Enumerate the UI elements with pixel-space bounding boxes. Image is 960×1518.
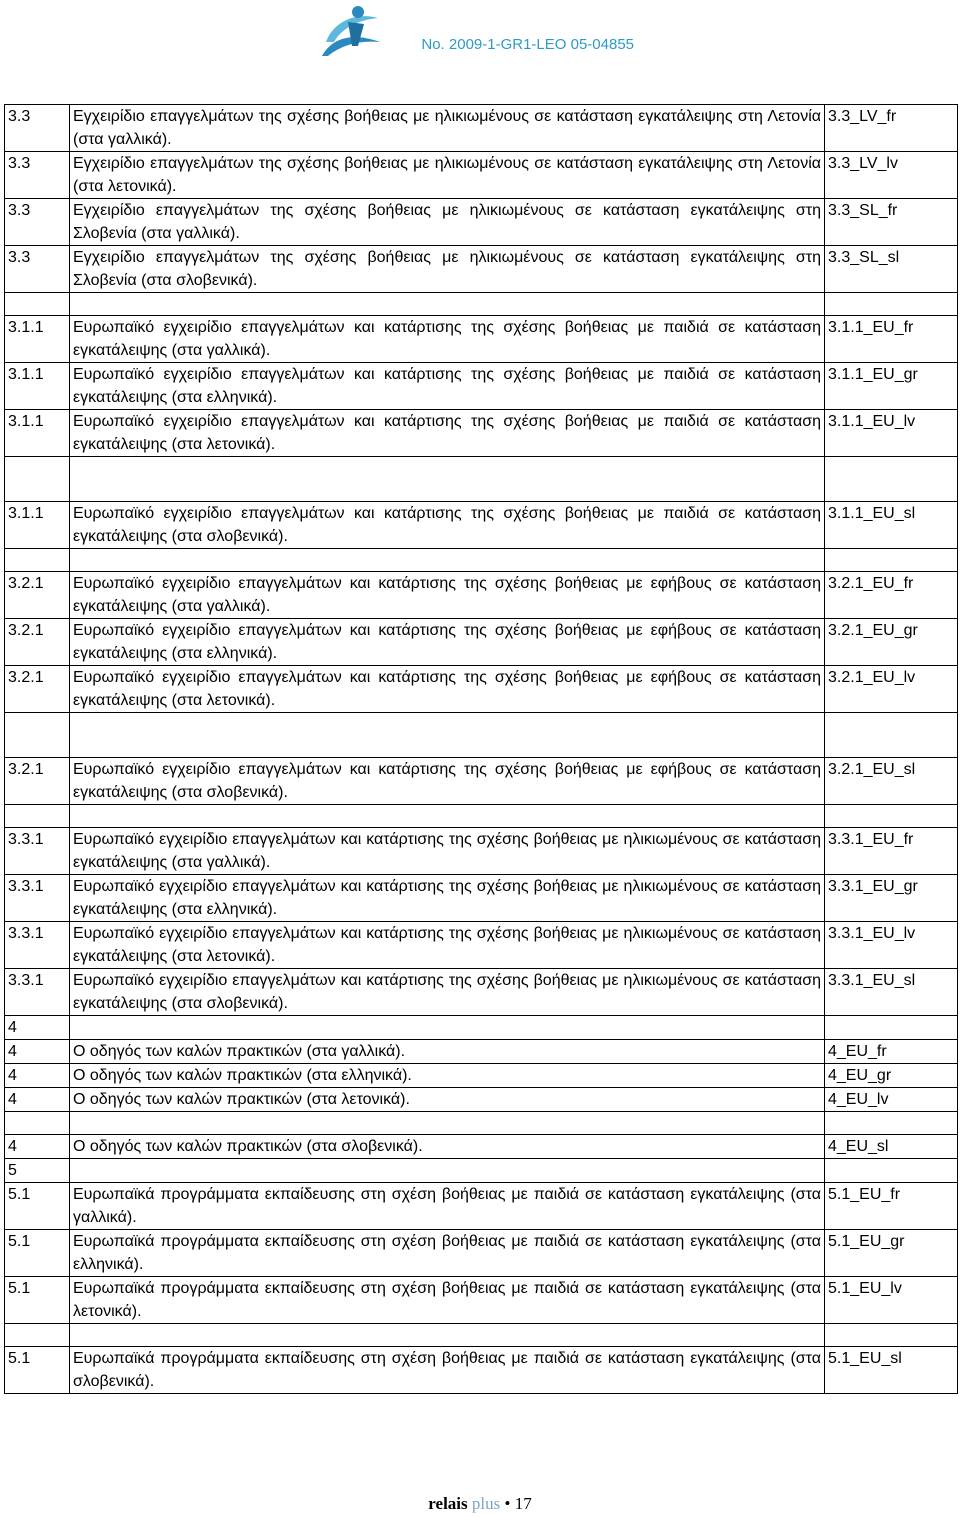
item-number: 3.3 <box>5 199 70 246</box>
item-code: 3.3_SL_fr <box>825 199 958 246</box>
table-row <box>5 246 958 293</box>
item-number: 5.1 <box>5 1183 70 1230</box>
table-row <box>5 1040 958 1064</box>
page-footer <box>0 1494 960 1514</box>
table-row <box>5 572 958 619</box>
item-number: 5.1 <box>5 1230 70 1277</box>
item-description: Εγχειρίδιο επαγγελμάτων της σχέσης βοήθειας με ηλικιωμένους σε κατάσταση εγκατάλειψης στη Λετονία (στα γαλλικά). <box>70 105 825 152</box>
item-description: Ευρωπαϊκά προγράμματα εκπαίδευσης στη σχέση βοήθειας με παιδιά σε κατάσταση εγκατάλειψης (στα γαλλικά). <box>70 1183 825 1230</box>
item-number: 3.2.1 <box>5 619 70 666</box>
item-description: Ευρωπαϊκό εγχειρίδιο επαγγελμάτων και κατάρτισης της σχέσης βοήθειας με εφήβους σε κατάσταση εγκατάλειψης (στα γαλλικά). <box>70 572 825 619</box>
item-number: 3.3.1 <box>5 828 70 875</box>
table-row <box>5 619 958 666</box>
item-number: 3.3.1 <box>5 875 70 922</box>
spacer-row <box>5 549 958 572</box>
spacer-row <box>5 293 958 316</box>
item-description: Ευρωπαϊκό εγχειρίδιο επαγγελμάτων και κατάρτισης της σχέσης βοήθειας με εφήβους σε κατάσταση εγκατάλειψης (στα σλοβενικά). <box>70 758 825 805</box>
table-row <box>5 410 958 457</box>
table-row <box>5 199 958 246</box>
item-code: 5.1_EU_sl <box>825 1347 958 1394</box>
item-number: 3.3 <box>5 246 70 293</box>
item-description: Ευρωπαϊκό εγχειρίδιο επαγγελμάτων και κατάρτισης της σχέσης βοήθειας με ηλικιωμένους σε κατάσταση εγκατάλειψης (στα γαλλικά). <box>70 828 825 875</box>
item-number: 3.3.1 <box>5 969 70 1016</box>
item-description: Ευρωπαϊκά προγράμματα εκπαίδευσης στη σχέση βοήθειας με παιδιά σε κατάσταση εγκατάλειψης (στα λετονικά). <box>70 1277 825 1324</box>
item-number: 3.3 <box>5 105 70 152</box>
spacer-row <box>5 805 958 828</box>
item-number: 3.1.1 <box>5 363 70 410</box>
item-number: 4 <box>5 1040 70 1064</box>
table-row <box>5 969 958 1016</box>
table-row <box>5 1135 958 1159</box>
item-code: 3.1.1_EU_gr <box>825 363 958 410</box>
item-code: 4_EU_sl <box>825 1135 958 1159</box>
item-code <box>825 1016 958 1040</box>
item-number: 5 <box>5 1159 70 1183</box>
item-number: 3.3.1 <box>5 922 70 969</box>
item-number: 3.2.1 <box>5 758 70 805</box>
item-code: 3.2.1_EU_gr <box>825 619 958 666</box>
page-number: 17 <box>514 1494 532 1513</box>
table-row <box>5 1088 958 1112</box>
table-row <box>5 105 958 152</box>
item-number: 3.1.1 <box>5 502 70 549</box>
table-row <box>5 1277 958 1324</box>
table-row <box>5 1159 958 1183</box>
item-code: 3.3.1_EU_lv <box>825 922 958 969</box>
item-code: 5.1_EU_fr <box>825 1183 958 1230</box>
item-code: 4_EU_fr <box>825 1040 958 1064</box>
item-code: 3.1.1_EU_fr <box>825 316 958 363</box>
item-number: 4 <box>5 1088 70 1112</box>
spacer-row <box>5 457 958 502</box>
table-row <box>5 1347 958 1394</box>
item-description: Ευρωπαϊκό εγχειρίδιο επαγγελμάτων και κατάρτισης της σχέσης βοήθειας με παιδιά σε κατάσταση εγκατάλειψης (στα λετονικά). <box>70 410 825 457</box>
table-row <box>5 1183 958 1230</box>
table-row <box>5 666 958 713</box>
item-number: 3.1.1 <box>5 316 70 363</box>
item-code: 3.1.1_EU_sl <box>825 502 958 549</box>
item-description: Ευρωπαϊκό εγχειρίδιο επαγγελμάτων και κατάρτισης της σχέσης βοήθειας με εφήβους σε κατάσταση εγκατάλειψης (στα λετονικά). <box>70 666 825 713</box>
item-number: 3.1.1 <box>5 410 70 457</box>
item-description: Ευρωπαϊκό εγχειρίδιο επαγγελμάτων και κατάρτισης της σχέσης βοήθειας με ηλικιωμένους σε κατάσταση εγκατάλειψης (στα σλοβενικά). <box>70 969 825 1016</box>
item-description: Ευρωπαϊκά προγράμματα εκπαίδευσης στη σχέση βοήθειας με παιδιά σε κατάσταση εγκατάλειψης (στα σλοβενικά). <box>70 1347 825 1394</box>
table-row <box>5 502 958 549</box>
table-row <box>5 363 958 410</box>
item-number: 3.3 <box>5 152 70 199</box>
item-number: 4 <box>5 1016 70 1040</box>
project-number: No. 2009-1-GR1-LEO 05-04855 <box>421 36 634 53</box>
item-code: 3.3_LV_fr <box>825 105 958 152</box>
item-description: Ευρωπαϊκά προγράμματα εκπαίδευσης στη σχέση βοήθειας με παιδιά σε κατάσταση εγκατάλειψης (στα ελληνικά). <box>70 1230 825 1277</box>
page-header <box>0 0 960 100</box>
item-code: 4_EU_lv <box>825 1088 958 1112</box>
item-code: 3.3_LV_lv <box>825 152 958 199</box>
item-description <box>70 1159 825 1183</box>
item-code: 3.3_SL_sl <box>825 246 958 293</box>
item-description: Ευρωπαϊκό εγχειρίδιο επαγγελμάτων και κατάρτισης της σχέσης βοήθειας με παιδιά σε κατάσταση εγκατάλειψης (στα γαλλικά). <box>70 316 825 363</box>
table-row <box>5 316 958 363</box>
item-code: 3.3.1_EU_gr <box>825 875 958 922</box>
spacer-row <box>5 713 958 758</box>
item-description: Ευρωπαϊκό εγχειρίδιο επαγγελμάτων και κατάρτισης της σχέσης βοήθειας με ηλικιωμένους σε κατάσταση εγκατάλειψης (στα ελληνικά). <box>70 875 825 922</box>
item-number: 3.2.1 <box>5 666 70 713</box>
item-number: 5.1 <box>5 1347 70 1394</box>
deliverables-table <box>4 104 958 1394</box>
table-row <box>5 152 958 199</box>
item-number: 4 <box>5 1064 70 1088</box>
item-description: Ευρωπαϊκό εγχειρίδιο επαγγελμάτων και κατάρτισης της σχέσης βοήθειας με παιδιά σε κατάσταση εγκατάλειψης (στα σλοβενικά). <box>70 502 825 549</box>
spacer-row <box>5 1112 958 1135</box>
item-code: 3.2.1_EU_sl <box>825 758 958 805</box>
item-number: 4 <box>5 1135 70 1159</box>
table-row <box>5 1016 958 1040</box>
item-code: 5.1_EU_lv <box>825 1277 958 1324</box>
footer-brand: relais <box>428 1494 468 1513</box>
item-description: Ο οδηγός των καλών πρακτικών (στα λετονικά). <box>70 1088 825 1112</box>
item-description: Ευρωπαϊκό εγχειρίδιο επαγγελμάτων και κατάρτισης της σχέσης βοήθειας με εφήβους σε κατάσταση εγκατάλειψης (στα ελληνικά). <box>70 619 825 666</box>
item-description: Ο οδηγός των καλών πρακτικών (στα ελληνικά). <box>70 1064 825 1088</box>
item-code: 3.2.1_EU_fr <box>825 572 958 619</box>
item-description: Εγχειρίδιο επαγγελμάτων της σχέσης βοήθειας με ηλικιωμένους σε κατάσταση εγκατάλειψης στη Σλοβενία (στα γαλλικά). <box>70 199 825 246</box>
spacer-row <box>5 1324 958 1347</box>
item-code: 3.3.1_EU_fr <box>825 828 958 875</box>
footer-brand-plus: plus <box>471 1494 501 1513</box>
table-row <box>5 922 958 969</box>
footer-bullet: • <box>504 1494 511 1513</box>
person-figure-logo-icon <box>318 2 384 58</box>
item-description: Ευρωπαϊκό εγχειρίδιο επαγγελμάτων και κατάρτισης της σχέσης βοήθειας με παιδιά σε κατάσταση εγκατάλειψης (στα ελληνικά). <box>70 363 825 410</box>
item-description <box>70 1016 825 1040</box>
item-description: Ο οδηγός των καλών πρακτικών (στα σλοβενικά). <box>70 1135 825 1159</box>
item-code: 3.3.1_EU_sl <box>825 969 958 1016</box>
item-number: 5.1 <box>5 1277 70 1324</box>
item-description: Ευρωπαϊκό εγχειρίδιο επαγγελμάτων και κατάρτισης της σχέσης βοήθειας με ηλικιωμένους σε κατάσταση εγκατάλειψης (στα λετονικά). <box>70 922 825 969</box>
item-code: 4_EU_gr <box>825 1064 958 1088</box>
item-description: Ο οδηγός των καλών πρακτικών (στα γαλλικά). <box>70 1040 825 1064</box>
item-code <box>825 1159 958 1183</box>
item-number: 3.2.1 <box>5 572 70 619</box>
table-row <box>5 758 958 805</box>
table-row <box>5 828 958 875</box>
item-description: Εγχειρίδιο επαγγελμάτων της σχέσης βοήθειας με ηλικιωμένους σε κατάσταση εγκατάλειψης στη Σλοβενία (στα σλοβενικά). <box>70 246 825 293</box>
item-description: Εγχειρίδιο επαγγελμάτων της σχέσης βοήθειας με ηλικιωμένους σε κατάσταση εγκατάλειψης στη Λετονία (στα λετονικά). <box>70 152 825 199</box>
table-row <box>5 1064 958 1088</box>
item-code: 3.1.1_EU_lv <box>825 410 958 457</box>
item-code: 3.2.1_EU_lv <box>825 666 958 713</box>
table-row <box>5 1230 958 1277</box>
table-row <box>5 875 958 922</box>
item-code: 5.1_EU_gr <box>825 1230 958 1277</box>
